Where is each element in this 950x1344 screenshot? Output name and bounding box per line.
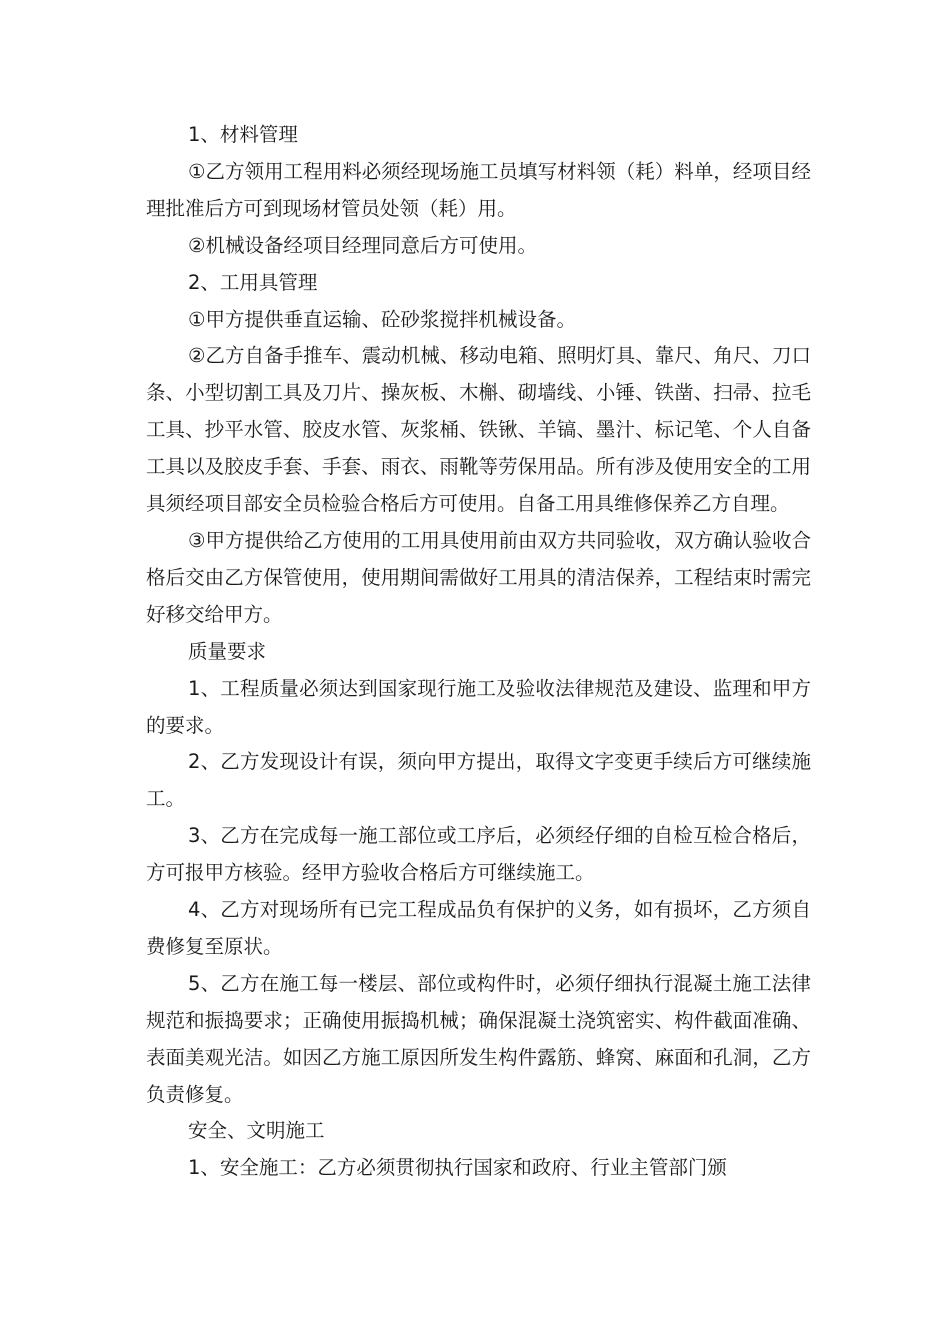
paragraph-concrete-construction: 5、乙方在施工每一楼层、部位或构件时，必须仔细执行混凝土施工法律规范和振捣要求；正确使用振捣机械；确保混凝土浇筑密实、构件截面准确、表面美观光洁。如因乙方施工原因所发生构件露筋、蜂窝、麻面和孔洞，乙方负责修复。 (146, 971, 811, 1106)
paragraph-design-error: 2、乙方发现设计有误，须向甲方提出，取得文字变更手续后方可继续施工。 (146, 750, 811, 811)
paragraph-tool-acceptance: ③甲方提供给乙方使用的工用具使用前由双方共同验收，双方确认验收合格后交由乙方保管使用，使用期间需做好工用具的清洁保养，工程结束时需完好移交给甲方。 (146, 528, 811, 626)
section-heading-tool-management: 2、工用具管理 (188, 270, 318, 294)
section-heading-quality-requirements: 质量要求 (188, 639, 267, 663)
section-heading-safe-civilized-construction: 安全、文明施工 (188, 1119, 325, 1143)
paragraph-quality-standard: 1、工程质量必须达到国家现行施工及验收法律规范及建设、监理和甲方的要求。 (146, 676, 811, 737)
paragraph-self-inspection: 3、乙方在完成每一施工部位或工序后，必须经仔细的自检互检合格后，方可报甲方核验。经甲方验收合格后方可继续施工。 (146, 824, 811, 885)
document-body (146, 117, 811, 1187)
paragraph-party-a-equipment: ①甲方提供垂直运输、砼砂浆搅拌机械设备。 (188, 307, 576, 331)
section-heading-material-management: 1、材料管理 (188, 123, 298, 146)
paragraph-party-b-tools: ②乙方自备手推车、震动机械、移动电箱、照明灯具、靠尺、角尺、刀口条、小型切割工具及刀片、操灰板、木槲、砌墙线、小锤、铁凿、扫帚、拉毛工具、抄平水管、胶皮水管、灰浆桶、铁锹、羊镐、墨汁、标记笔、个人自备工具以及胶皮手套、手套、雨衣、雨靴等劳保用品。所有涉及使用安全的工用具须经项目部安全员检验合格后方可使用。自备工用具维修保养乙方自理。 (146, 344, 811, 516)
paragraph-product-protection: 4、乙方对现场所有已完工程成品负有保护的义务，如有损坏，乙方须自费修复至原状。 (146, 898, 811, 958)
paragraph-machinery-approval: ②机械设备经项目经理同意后方可使用。 (188, 233, 537, 257)
paragraph-safe-construction: 1、安全施工：乙方必须贯彻执行国家和政府、行业主管部门颁 (188, 1156, 727, 1180)
paragraph-material-requisition: ①乙方领用工程用料必须经现场施工员填写材料领（耗）料单，经项目经理批准后方可到现场材管员处领（耗）用。 (146, 159, 811, 220)
